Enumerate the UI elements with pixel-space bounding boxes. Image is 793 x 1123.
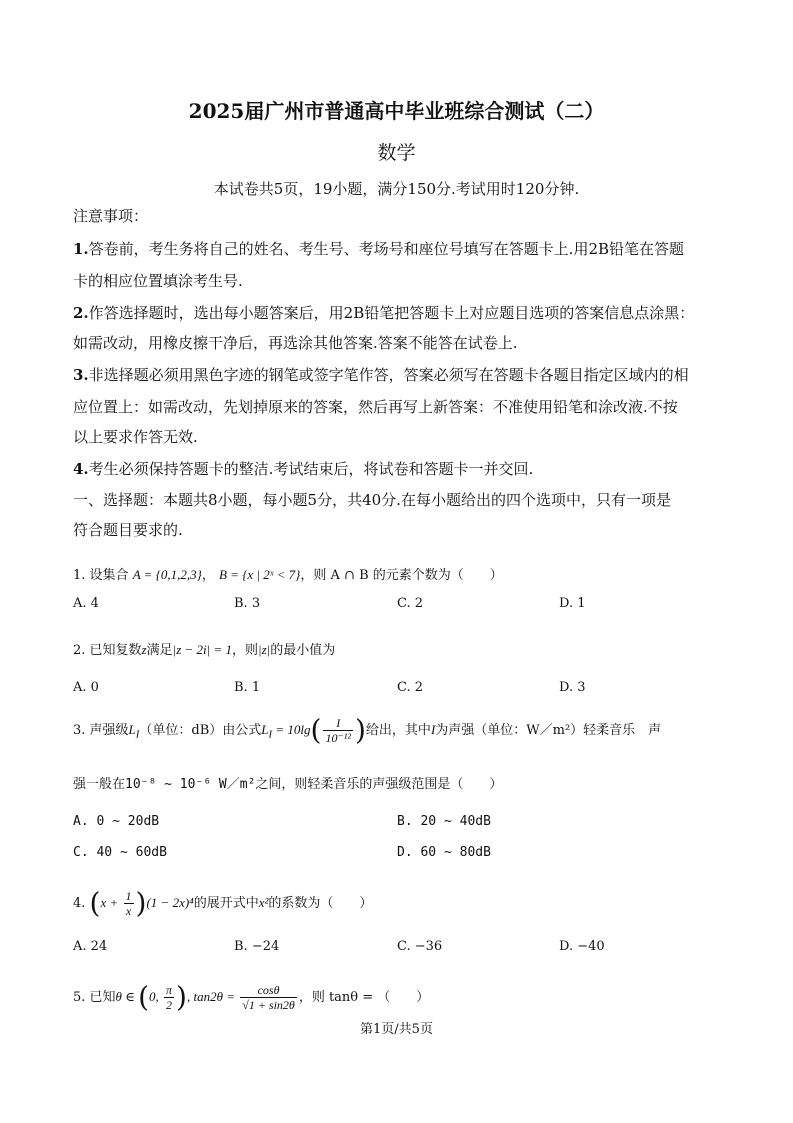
- question-2: [73, 640, 335, 661]
- question-text: 给出，其中: [365, 723, 431, 738]
- notice-item-1: [73, 239, 684, 259]
- question-text: 2. 已知复数: [73, 643, 142, 658]
- notice-text: 如需改动，用橡皮擦干净后，再选涂其他答案.答案不能答在试卷上.: [73, 334, 518, 352]
- option-c: C. 40 ~ 60dB: [73, 845, 167, 860]
- question-text: 的最小值为: [270, 643, 336, 658]
- right-paren: ): [354, 713, 366, 747]
- notice-text: 答卷前，考生务将自己的姓名、考生号、考场号和座位号填写在答题卡上.用2B铅笔在答题: [88, 240, 685, 258]
- question-4: [73, 886, 373, 920]
- notice-text: 非选择题必须用黑色字迹的钢笔或签字笔作答，答案必须写在答题卡各题目指定区域内的相: [88, 366, 689, 384]
- question-text: ，则: [232, 643, 259, 658]
- fraction: [323, 716, 353, 745]
- option-a: A. 0 ~ 20dB: [73, 814, 160, 829]
- option-a: A. 24: [73, 939, 108, 954]
- question-text: 的展开式中: [193, 896, 259, 911]
- option-d: D. 3: [559, 680, 586, 695]
- question-text: ，则 tanθ = （ ）: [298, 990, 430, 1005]
- option-b: B. 20 ~ 40dB: [397, 814, 491, 829]
- left-paren: (: [310, 713, 322, 747]
- intensity-range: 10⁻⁸ ~ 10⁻⁶ W／m²: [125, 777, 256, 792]
- question-text: （单位：dB）由公式: [139, 723, 262, 738]
- section-heading-cont: 符合题目要求的.: [73, 521, 183, 539]
- question-text: 强一般在: [73, 777, 126, 792]
- set-b: B = {x | 2ˣ < 7}: [218, 567, 301, 582]
- question-text: 的系数为（ ）: [268, 896, 373, 911]
- subscript-i: I: [268, 728, 273, 741]
- subject-title: 数学: [377, 142, 416, 164]
- notice-item-number: 1.: [73, 240, 89, 258]
- fraction-numerator: π: [166, 983, 173, 997]
- fraction-numerator: 1: [125, 889, 132, 903]
- option-b: B. −24: [234, 939, 280, 954]
- notice-item-number: 3.: [73, 366, 89, 384]
- left-paren: (: [138, 980, 149, 1014]
- notice-text: 作答选择题时，选出每小题答案后，用2B铅笔把答题卡上对应题目选项的答案信息点涂黑：: [88, 304, 695, 322]
- exam-title: 2025届广州市普通高中毕业班综合测试（二）: [188, 99, 605, 123]
- condition: |z − 2i| = 1: [172, 642, 232, 657]
- abs-z: |z|: [258, 642, 271, 657]
- page-footer: 第1页/共5页: [360, 1022, 433, 1037]
- fraction-numerator: cosθ: [240, 983, 297, 998]
- option-a: A. 4: [73, 596, 99, 611]
- option-d: D. 60 ~ 80dB: [397, 845, 491, 860]
- question-5: [73, 980, 430, 1014]
- question-text: 1. 设集合: [73, 568, 129, 583]
- right-paren: ): [176, 980, 187, 1014]
- set-a: A = {0,1,2,3}: [132, 567, 202, 582]
- expr-part: x +: [100, 895, 122, 910]
- question-text: 满足: [146, 643, 173, 658]
- notice-item-2: [73, 303, 694, 323]
- question-text: 之间，则轻柔音乐的声强级范围是（ ）: [255, 777, 503, 792]
- option-c: C. 2: [397, 596, 424, 611]
- option-a: A. 0: [73, 680, 99, 695]
- question-text: 4.: [73, 896, 90, 911]
- notice-item-number: 4.: [73, 460, 89, 478]
- var-i: I: [430, 722, 436, 737]
- question-text: 3. 声强级: [73, 723, 129, 738]
- question-text: 5. 已知: [73, 990, 116, 1005]
- option-c: C. −36: [397, 939, 443, 954]
- fraction: [124, 889, 134, 918]
- formula-lhs: L: [261, 722, 269, 737]
- notice-text: 应位置上：如需改动，先划掉原来的答案，然后再写上新答案：不准使用铅笔和涂改液.不按: [73, 398, 678, 416]
- fraction-denominator: 10⁻¹²: [325, 731, 351, 745]
- left-paren: (: [89, 886, 101, 920]
- option-d: D. −40: [559, 939, 605, 954]
- theta-membership: θ ∈: [115, 989, 139, 1004]
- fraction: [164, 983, 174, 1012]
- var-l: L: [128, 722, 136, 737]
- notice-item-4: [73, 459, 533, 479]
- notice-text: 以上要求作答无效.: [73, 428, 198, 446]
- fraction-denominator: 2: [166, 998, 172, 1012]
- question-1: [73, 565, 503, 586]
- notice-heading: 注意事项：: [73, 207, 149, 225]
- option-b: B. 3: [234, 596, 261, 611]
- tan-expression: , tan2θ =: [186, 989, 239, 1004]
- exam-intro: 本试卷共5页，19小题，满分150分.考试用时120分钟.: [213, 180, 580, 198]
- subscript-i: I: [135, 728, 140, 741]
- question-3-cont: [73, 775, 502, 795]
- question-text: ，则 A ∩ B 的元素个数为（ ）: [300, 568, 503, 583]
- interval-start: 0,: [149, 989, 162, 1004]
- separator: ，: [201, 568, 215, 583]
- fraction-denominator: √1 + sin2θ: [242, 998, 295, 1012]
- notice-item-number: 2.: [73, 304, 89, 322]
- notice-item-3: [73, 365, 689, 385]
- term: x²: [258, 895, 269, 910]
- expr-part: (1 − 2x)⁴: [146, 895, 194, 910]
- fraction-denominator: x: [125, 904, 132, 918]
- var-z: z: [141, 642, 147, 657]
- right-paren: ): [135, 886, 147, 920]
- option-b: B. 1: [234, 680, 261, 695]
- option-c: C. 2: [397, 680, 424, 695]
- formula-mid: = 10lg: [272, 722, 311, 737]
- section-heading: 一、选择题：本题共8小题，每小题5分，共40分.在每小题给出的四个选项中，只有一项是: [73, 491, 671, 509]
- option-d: D. 1: [559, 596, 586, 611]
- question-3: [73, 713, 662, 747]
- notice-text: 考生必须保持答题卡的整洁.考试结束后，将试卷和答题卡一并交回.: [88, 460, 534, 478]
- fraction-numerator: I: [323, 716, 353, 731]
- question-text: 为声强（单位：W／m²）轻柔音乐 声: [435, 723, 662, 738]
- fraction: [240, 983, 297, 1012]
- notice-text: 卡的相应位置填涂考生号.: [73, 272, 243, 290]
